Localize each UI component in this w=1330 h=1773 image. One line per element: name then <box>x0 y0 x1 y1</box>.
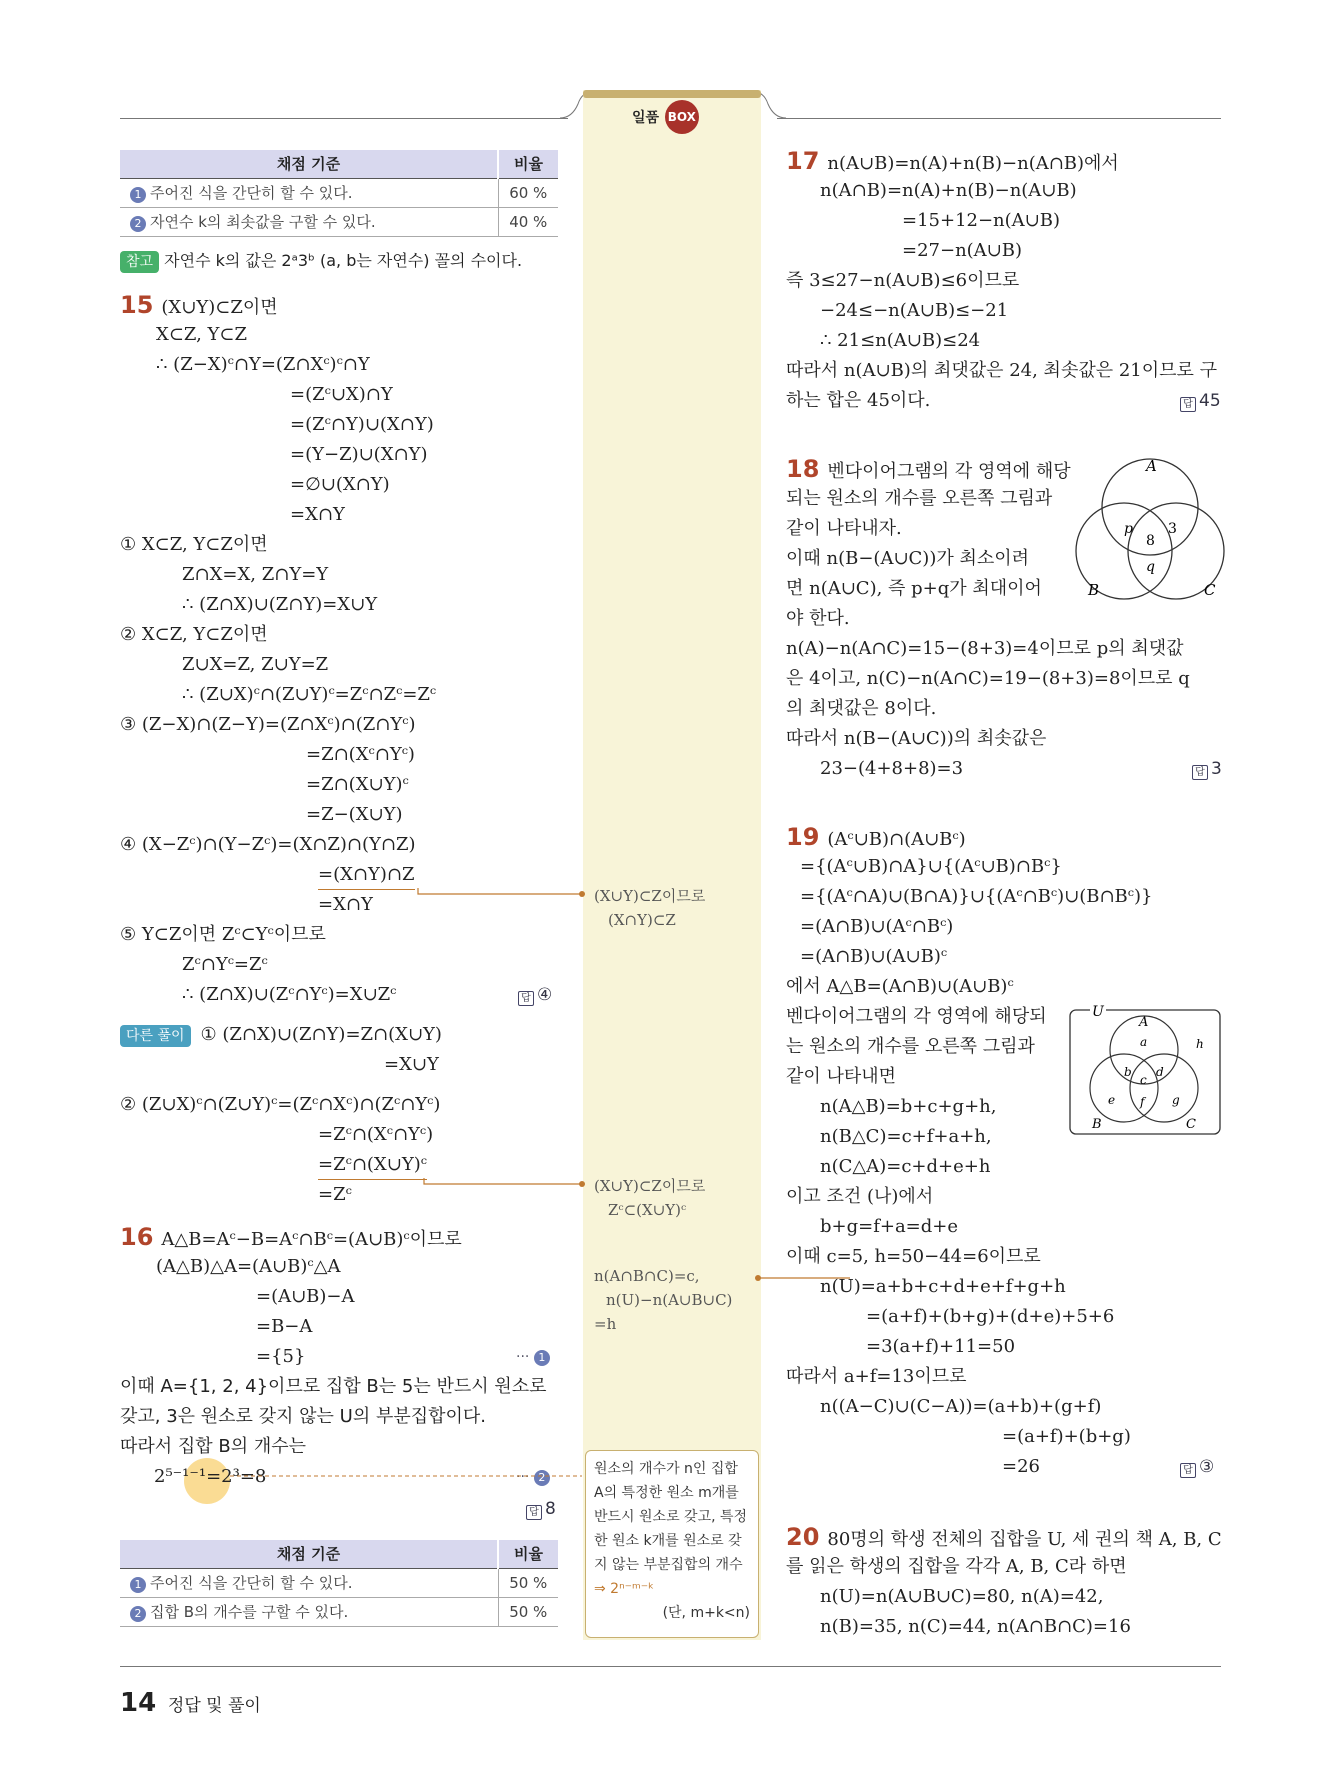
p19-line: ={(Aᶜ∩A)∪(B∩A)}∪{(Aᶜ∩Bᶜ)∪(B∩Bᶜ)} <box>800 886 1153 907</box>
step-marker: 2 <box>130 216 146 232</box>
p17-line: ∴ 21≤n(A∪B)≤24 <box>820 330 981 351</box>
p18-answer: 답 3 <box>1192 754 1222 784</box>
step-marker: 2 <box>130 1606 146 1622</box>
p16-line-0: 16 A△B=Aᶜ−B=Aᶜ∩Bᶜ=(A∪B)ᶜ이므로 <box>120 1223 462 1251</box>
step-marker: 1 <box>130 187 146 203</box>
p18-line-0: 18 벤다이어그램의 각 영역에 해당 <box>786 455 1071 483</box>
footer-title: 정답 및 풀이 <box>167 1696 261 1716</box>
p19-line: =3(a+f)+11=50 <box>866 1336 1016 1357</box>
p17-line: −24≤−n(A∪B)≤−21 <box>820 300 1009 321</box>
answer-icon: 답 <box>526 1505 542 1520</box>
p15-line: ③ (Z−X)∩(Z−Y)=(Z∩Xᶜ)∩(Z∩Yᶜ) <box>120 714 416 735</box>
venn-label-c: C <box>1186 1117 1196 1132</box>
p19-line: 따라서 a+f=13이므로 <box>786 1366 967 1387</box>
venn-value-q: q <box>1146 559 1155 575</box>
reference-note: 참고 자연수 k의 값은 2ᵃ3ᵇ (a, b는 자연수) 꼴의 수이다. <box>120 246 522 276</box>
p15-line: =Z−(X∪Y) <box>306 804 403 825</box>
p15-answer: 답 ④ <box>518 980 552 1010</box>
p19-line: 벤다이어그램의 각 영역에 해당되 <box>786 1006 1047 1027</box>
p19-line: 에서 A△B=(A∩B)∪(A∪B)ᶜ <box>786 976 1014 997</box>
p19-line: 는 원소의 개수를 오른쪽 그림과 <box>786 1036 1035 1057</box>
table-row: 1 주어진 식을 간단히 할 수 있다. 60 % <box>120 178 558 207</box>
table-row: 2 자연수 k의 최솟값을 구할 수 있다. 40 % <box>120 207 558 236</box>
p18-line: 되는 원소의 개수를 오른쪽 그림과 <box>786 488 1053 509</box>
p15-line: ∴ (Z∪X)ᶜ∩(Z∪Y)ᶜ=Zᶜ∩Zᶜ=Zᶜ <box>182 684 437 705</box>
p18-line: 이때 n(B−(A∪C))가 최소이려 <box>786 548 1030 569</box>
p15-alt-line: =Zᶜ∩(Xᶜ∩Yᶜ) <box>318 1124 434 1145</box>
venn-label-a: A <box>1146 457 1157 475</box>
p15-line-0: 15 (X∪Y)⊂Z이면 <box>120 291 278 319</box>
venn-value-p: p <box>1124 521 1133 537</box>
p16-line: 2⁵⁻¹⁻¹=2³=8 <box>154 1466 267 1487</box>
table1-header-ratio: 비율 <box>498 150 558 178</box>
p15-alt-line-0: 다른 풀이 ① (Z∩X)∪(Z∩Y)=Z∩(X∪Y) <box>120 1020 442 1050</box>
p16-line: =B−A <box>256 1316 313 1337</box>
venn-label-a: A <box>1139 1015 1149 1030</box>
p19-line: b+g=f+a=d+e <box>820 1216 959 1237</box>
p15-line: X⊂Z, Y⊂Z <box>156 324 248 345</box>
problem-number: 20 <box>786 1523 820 1551</box>
p19-line: 이고 조건 (나)에서 <box>786 1186 934 1207</box>
p19-line: =(A∩B)∪(Aᶜ∩Bᶜ) <box>800 916 954 937</box>
p16-line: =(A∪B)−A <box>256 1286 355 1307</box>
formula-tip-box: 원소의 개수가 n인 집합 A의 특정한 원소 m개를 반드시 원소로 갖고, 특정 한 원소 k개를 원소로 갖 지 않는 부분집합의 개수 ⇒ 2ⁿ⁻ᵐ⁻ᵏ (단, m+k<n) <box>585 1450 759 1638</box>
venn-label-c: C <box>1204 581 1216 599</box>
answer-icon: 답 <box>1180 397 1196 412</box>
p15-line: =(X∩Y)∩Z <box>318 860 415 890</box>
p15-line: =Z∩(Xᶜ∩Yᶜ) <box>306 744 415 765</box>
venn-region-d: d <box>1156 1065 1164 1079</box>
p16-line: ={5} <box>256 1346 306 1367</box>
p15-line: ∴ (Z∩X)∪(Zᶜ∩Yᶜ)=X∪Zᶜ <box>182 984 397 1005</box>
p15-alt-line: =X∪Y <box>384 1054 439 1075</box>
venn-region-a: a <box>1140 1035 1148 1049</box>
p17-line: 하는 합은 45이다. <box>786 390 931 411</box>
answer-icon: 답 <box>1192 765 1208 780</box>
p17-answer: 답 45 <box>1180 386 1221 416</box>
venn-diagram-p19 <box>1068 1000 1224 1136</box>
p19-line: ={(Aᶜ∪B)∩A}∪{(Aᶜ∪B)∩Bᶜ} <box>800 856 1062 877</box>
p19-answer: 답 ③ <box>1180 1452 1214 1482</box>
p20-line-0: 20 80명의 학생 전체의 집합을 U, 세 권의 책 A, B, C <box>786 1523 1222 1551</box>
reference-badge: 참고 <box>120 251 159 273</box>
p15-line: ⑤ Y⊂Z이면 Zᶜ⊂Yᶜ이므로 <box>120 924 326 945</box>
p18-line: 따라서 n(B−(A∪C))의 최솟값은 <box>786 728 1047 749</box>
p19-line: n((A−C)∪(C−A))=(a+b)+(g+f) <box>820 1396 1102 1417</box>
venn-region-b: b <box>1124 1065 1132 1079</box>
p15-line: =X∩Y <box>318 894 373 915</box>
p19-line: n(B△C)=c+f+a+h, <box>820 1126 992 1147</box>
p18-line: 야 한다. <box>786 608 850 629</box>
page-number: 14 <box>120 1688 157 1718</box>
p15-line: =X∩Y <box>290 504 345 525</box>
box-badge: BOX <box>665 100 699 134</box>
p20-line: n(B)=35, n(C)=44, n(A∩B∩C)=16 <box>820 1616 1131 1637</box>
venn-region-e: e <box>1108 1093 1116 1107</box>
p16-line: 갖고, 3은 원소로 갖지 않는 U의 부분집합이다. <box>120 1406 486 1427</box>
alt-solution-badge: 다른 풀이 <box>120 1025 191 1047</box>
side-note-2: (X∪Y)⊂Z이므로 Zᶜ⊂(X∪Y)ᶜ <box>594 1177 706 1219</box>
venn-label-b: B <box>1088 581 1100 599</box>
p16-step-1: ··· 1 <box>516 1342 554 1372</box>
problem-number: 18 <box>786 455 820 483</box>
p17-line: 따라서 n(A∪B)의 최댓값은 24, 최솟값은 21이므로 구 <box>786 360 1218 381</box>
p15-line: ② X⊂Z, Y⊂Z이면 <box>120 624 268 645</box>
problem-number: 15 <box>120 291 154 319</box>
problem-number: 16 <box>120 1223 154 1251</box>
venn-region-g: g <box>1172 1093 1180 1107</box>
p15-line: Zᶜ∩Yᶜ=Zᶜ <box>182 954 268 975</box>
p17-line-0: 17 n(A∪B)=n(A)+n(B)−n(A∩B)에서 <box>786 147 1119 175</box>
p16-line: 이때 A={1, 2, 4}이므로 집합 B는 5는 반드시 원소로 <box>120 1376 547 1397</box>
table2-header-criteria: 채점 기준 <box>120 1540 498 1568</box>
p17-line: 즉 3≤27−n(A∪B)≤6이므로 <box>786 270 1020 291</box>
p16-line: 따라서 집합 B의 개수는 <box>120 1436 307 1457</box>
p15-line: =(Y−Z)∪(X∩Y) <box>290 444 428 465</box>
p15-line: Z∩X=X, Z∩Y=Y <box>182 564 329 585</box>
step-marker: 1 <box>130 1577 146 1593</box>
p18-line: 면 n(A∪C), 즉 p+q가 최대이어 <box>786 578 1042 599</box>
venn-value-3: 3 <box>1168 521 1177 537</box>
venn-region-f: f <box>1140 1095 1145 1109</box>
p19-line: =26 <box>1002 1456 1040 1477</box>
p15-line: =(Zᶜ∪X)∩Y <box>290 384 393 405</box>
side-note-1: (X∪Y)⊂Z이므로 (X∩Y)⊂Z <box>594 887 706 929</box>
p15-alt-line: =Zᶜ∩(X∪Y)ᶜ <box>318 1150 427 1180</box>
p16-line: (A△B)△A=(A∪B)ᶜ△A <box>156 1256 341 1277</box>
venn-value-8: 8 <box>1146 533 1155 549</box>
table-row: 1 주어진 식을 간단히 할 수 있다. 50 % <box>120 1568 558 1597</box>
p15-line: ∴ (Z∩X)∪(Z∩Y)=X∪Y <box>182 594 378 615</box>
p15-line: ① X⊂Z, Y⊂Z이면 <box>120 534 268 555</box>
p19-line: =(a+f)+(b+g)+(d+e)+5+6 <box>866 1306 1115 1327</box>
p15-line: Z∪X=Z, Z∪Y=Z <box>182 654 329 675</box>
p16-step-2: ··· 2 <box>516 1462 554 1492</box>
page-footer <box>120 1686 261 1720</box>
table-row: 2 집합 B의 개수를 구할 수 있다. 50 % <box>120 1597 558 1626</box>
p19-line: n(U)=a+b+c+d+e+f+g+h <box>820 1276 1066 1297</box>
p15-line: =∅∪(X∩Y) <box>290 474 390 495</box>
venn-label-u: U <box>1092 1004 1104 1020</box>
p18-line: 은 4이고, n(C)−n(A∩C)=19−(8+3)=8이므로 q <box>786 668 1190 689</box>
p15-line: ④ (X−Zᶜ)∩(Y−Zᶜ)=(X∩Z)∩(Y∩Z) <box>120 834 416 855</box>
venn-region-c: c <box>1140 1073 1147 1087</box>
answer-icon: 답 <box>518 991 534 1006</box>
answer-icon: 답 <box>1180 1463 1196 1478</box>
p15-line: =(Zᶜ∩Y)∪(X∩Y) <box>290 414 434 435</box>
p19-line: n(C△A)=c+d+e+h <box>820 1156 991 1177</box>
p19-line: 이때 c=5, h=50−44=6이므로 <box>786 1246 1041 1267</box>
p15-alt-line: =Zᶜ <box>318 1184 352 1205</box>
p15-line: =Z∩(X∪Y)ᶜ <box>306 774 409 795</box>
p19-line: n(A△B)=b+c+g+h, <box>820 1096 997 1117</box>
p17-line: n(A∩B)=n(A)+n(B)−n(A∪B) <box>820 180 1077 201</box>
p19-line: =(A∩B)∪(A∪B)ᶜ <box>800 946 948 967</box>
p18-line: 의 최댓값은 8이다. <box>786 698 937 719</box>
p18-line: 같이 나타내자. <box>786 518 902 539</box>
p20-line: 를 읽은 학생의 집합을 각각 A, B, C라 하면 <box>786 1556 1127 1577</box>
table1-header-criteria: 채점 기준 <box>120 150 498 178</box>
venn-label-b: B <box>1092 1117 1102 1132</box>
p17-line: =15+12−n(A∪B) <box>902 210 1061 231</box>
venn-region-h: h <box>1196 1037 1204 1051</box>
p19-line: 같이 나타내면 <box>786 1066 897 1087</box>
problem-number: 19 <box>786 823 820 851</box>
p17-line: =27−n(A∪B) <box>902 240 1023 261</box>
p19-line: =(a+f)+(b+g) <box>1002 1426 1131 1447</box>
side-note-3: n(A∩B∩C)=c, n(U)−n(A∪B∪C) =h <box>594 1267 733 1333</box>
p16-answer: 답 8 <box>526 1494 556 1524</box>
p20-line: n(U)=n(A∪B∪C)=80, n(A)=42, <box>820 1586 1104 1607</box>
p15-line: ∴ (Z−X)ᶜ∩Y=(Z∩Xᶜ)ᶜ∩Y <box>156 354 370 375</box>
p15-alt-line: ② (Z∪X)ᶜ∩(Z∪Y)ᶜ=(Zᶜ∩Xᶜ)∩(Zᶜ∩Yᶜ) <box>120 1094 441 1115</box>
table2-header-ratio: 비율 <box>498 1540 558 1568</box>
p18-line: n(A)−n(A∩C)=15−(8+3)=4이므로 p의 최댓값 <box>786 638 1184 659</box>
p19-line-0: 19 (Aᶜ∪B)∩(A∪Bᶜ) <box>786 823 966 851</box>
box-logo: 일품 BOX <box>632 100 712 130</box>
venn-diagram-p18 <box>1070 455 1230 600</box>
p18-line: 23−(4+8+8)=3 <box>820 758 964 779</box>
problem-number: 17 <box>786 147 820 175</box>
